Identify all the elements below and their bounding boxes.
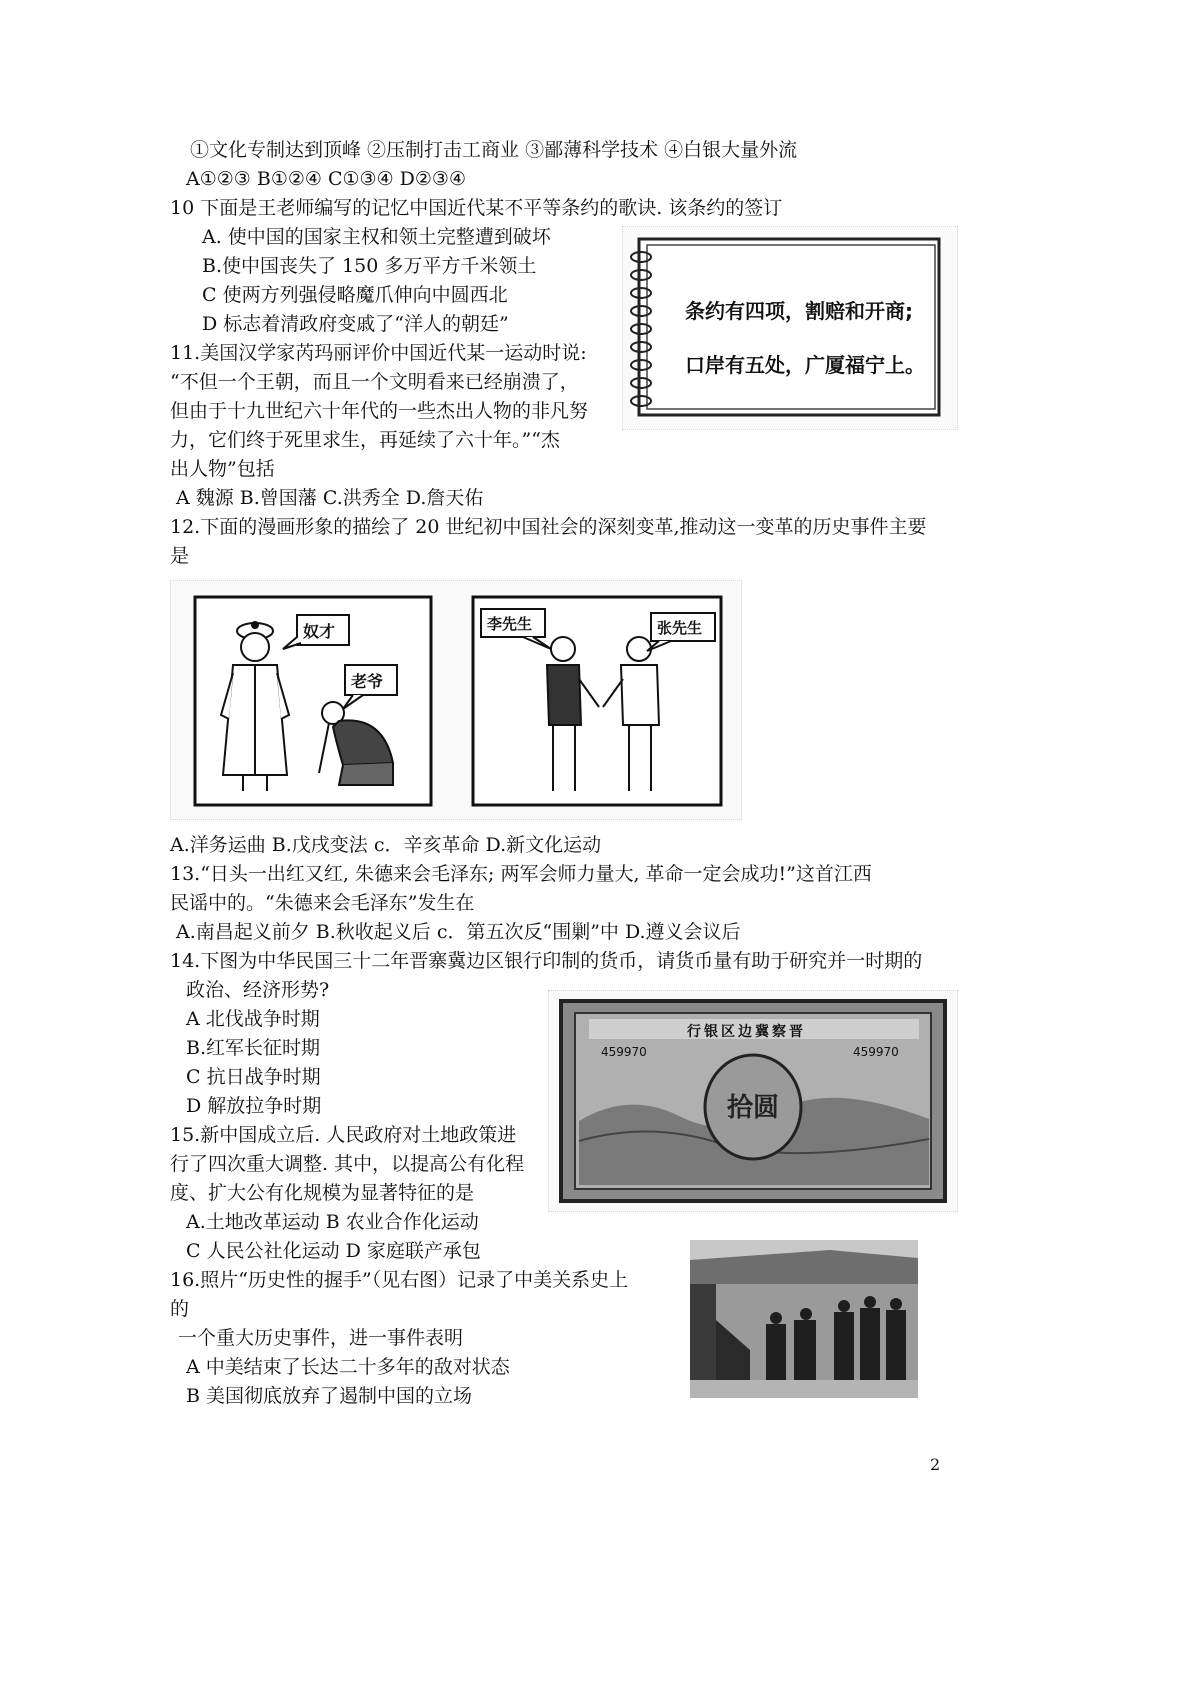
banknote-serial-right: 459970 <box>853 1045 899 1059</box>
q11-stem-3: 但由于十九世纪六十年代的一些杰出人物的非凡努 <box>170 400 589 422</box>
banknote-serial-left: 459970 <box>601 1045 647 1059</box>
cartoon-figure <box>170 580 742 820</box>
banknote-header: 行银区边冀察晋 <box>687 1024 806 1040</box>
q10-option-a: A. 使中国的国家主权和领土完整遭到破坏 <box>202 226 551 248</box>
q16-stem-1: 16.照片“历史性的握手”（见右图）记录了中美关系史上 <box>170 1269 629 1291</box>
bubble-li-xiansheng: 李先生 <box>487 615 533 633</box>
notebook-illustration <box>623 227 957 429</box>
q9-choices: A①②③ B①②④ C①③④ D②③④ <box>186 168 466 190</box>
q15-choices-1: A.土地改革运动 B 农业合作化运动 <box>186 1211 479 1233</box>
cartoon-panel-left <box>193 595 433 807</box>
q15-stem-1: 15.新中国成立后. 人民政府对土地政策进 <box>170 1124 517 1146</box>
bubble-zhang-xiansheng: 张先生 <box>657 619 703 637</box>
q12-stem-2: 是 <box>170 545 190 567</box>
q10-option-d: D 标志着清政府变戚了“洋人的朝廷” <box>202 313 509 335</box>
bubble-nucai: 奴才 <box>303 622 336 641</box>
q12-choices: A.洋务运曲 B.戊戌变法 c．辛亥革命 D.新文化运动 <box>170 834 602 856</box>
q16-stem-3: 一个重大历史事件，进一事件表明 <box>178 1327 464 1349</box>
q15-choices-2: C 人民公社化运动 D 家庭联产承包 <box>186 1240 481 1262</box>
q13-stem-2: 民谣中的。“朱德来会毛泽东”发生在 <box>170 892 475 914</box>
handshake-photo-illustration <box>690 1240 918 1398</box>
q14-stem-1: 14.下图为中华民国三十二年晋寨冀边区银行印制的货币，请货币量有助于研究并一时期的 <box>170 950 923 972</box>
q10-stem: 10 下面是王老师编写的记忆中国近代某不平等条约的歌诀. 该条约的签订 <box>170 197 783 219</box>
q11-stem-5: 出人物”包括 <box>170 458 275 480</box>
q13-stem-1: 13.“日头一出红又红, 朱德来会毛泽东; 两军会师力量大, 革命一定会成功!”这首江西 <box>170 863 872 885</box>
q10-option-b: B.使中国丧失了 150 多万平方千米领土 <box>202 255 537 277</box>
q16-option-a: A 中美结束了长达二十多年的敌对状态 <box>186 1356 510 1378</box>
q14-option-a: A 北伐战争时期 <box>186 1008 320 1030</box>
banknote-figure <box>548 990 958 1212</box>
q14-option-b: B.红军长征时期 <box>186 1037 321 1059</box>
bubble-laoye: 老爷 <box>351 672 384 691</box>
q10-option-c: C 使两方列强侵略魔爪伸向中圆西北 <box>202 284 508 306</box>
q11-stem-1: 11.美国汉学家芮玛丽评价中国近代某一运动时说: <box>170 342 587 364</box>
q14-option-c: C 抗日战争时期 <box>186 1066 321 1088</box>
page-number: 2 <box>930 1455 941 1474</box>
q14-option-d: D 解放拉争时期 <box>186 1095 322 1117</box>
q12-stem-1: 12.下面的漫画形象的描绘了 20 世纪初中国社会的深刻变革,推动这一变革的历史事件主要 <box>170 516 927 538</box>
q13-choices: A.南昌起义前夕 B.秋收起义后 c．第五次反“围剿”中 D.遵义会议后 <box>176 921 741 943</box>
q15-stem-3: 度、扩大公有化规模为显著特征的是 <box>170 1182 475 1204</box>
notebook-line-1: 条约有四项，割赔和开商; <box>685 299 913 323</box>
handshake-photo <box>690 1240 918 1398</box>
q9-options-statements: ①文化专制达到顶峰 ②压制打击工商业 ③鄙薄科学技术 ④白银大量外流 <box>190 139 798 161</box>
q16-stem-2: 的 <box>170 1298 190 1320</box>
q15-stem-2: 行了四次重大调整. 其中，以提高公有化程 <box>170 1153 525 1175</box>
treaty-notebook-figure <box>622 226 958 430</box>
banknote-denomination: 拾圆 <box>727 1093 780 1123</box>
q11-choices: A 魏源 B.曾国藩 C.洪秀全 D.詹天佑 <box>176 487 484 509</box>
q14-stem-2: 政治、经济形势? <box>186 979 330 1001</box>
q16-option-b: B 美国彻底放弃了遏制中国的立场 <box>186 1385 473 1407</box>
cartoon-panel-right <box>471 595 723 807</box>
q11-stem-4: 力，它们终于死里求生，再延续了六十年。”“杰 <box>170 429 560 451</box>
notebook-line-2: 口岸有五处，广厦福宁上。 <box>685 353 925 377</box>
q11-stem-2: “不但一个王朝，而且一个文明看来已经崩溃了， <box>170 371 579 393</box>
